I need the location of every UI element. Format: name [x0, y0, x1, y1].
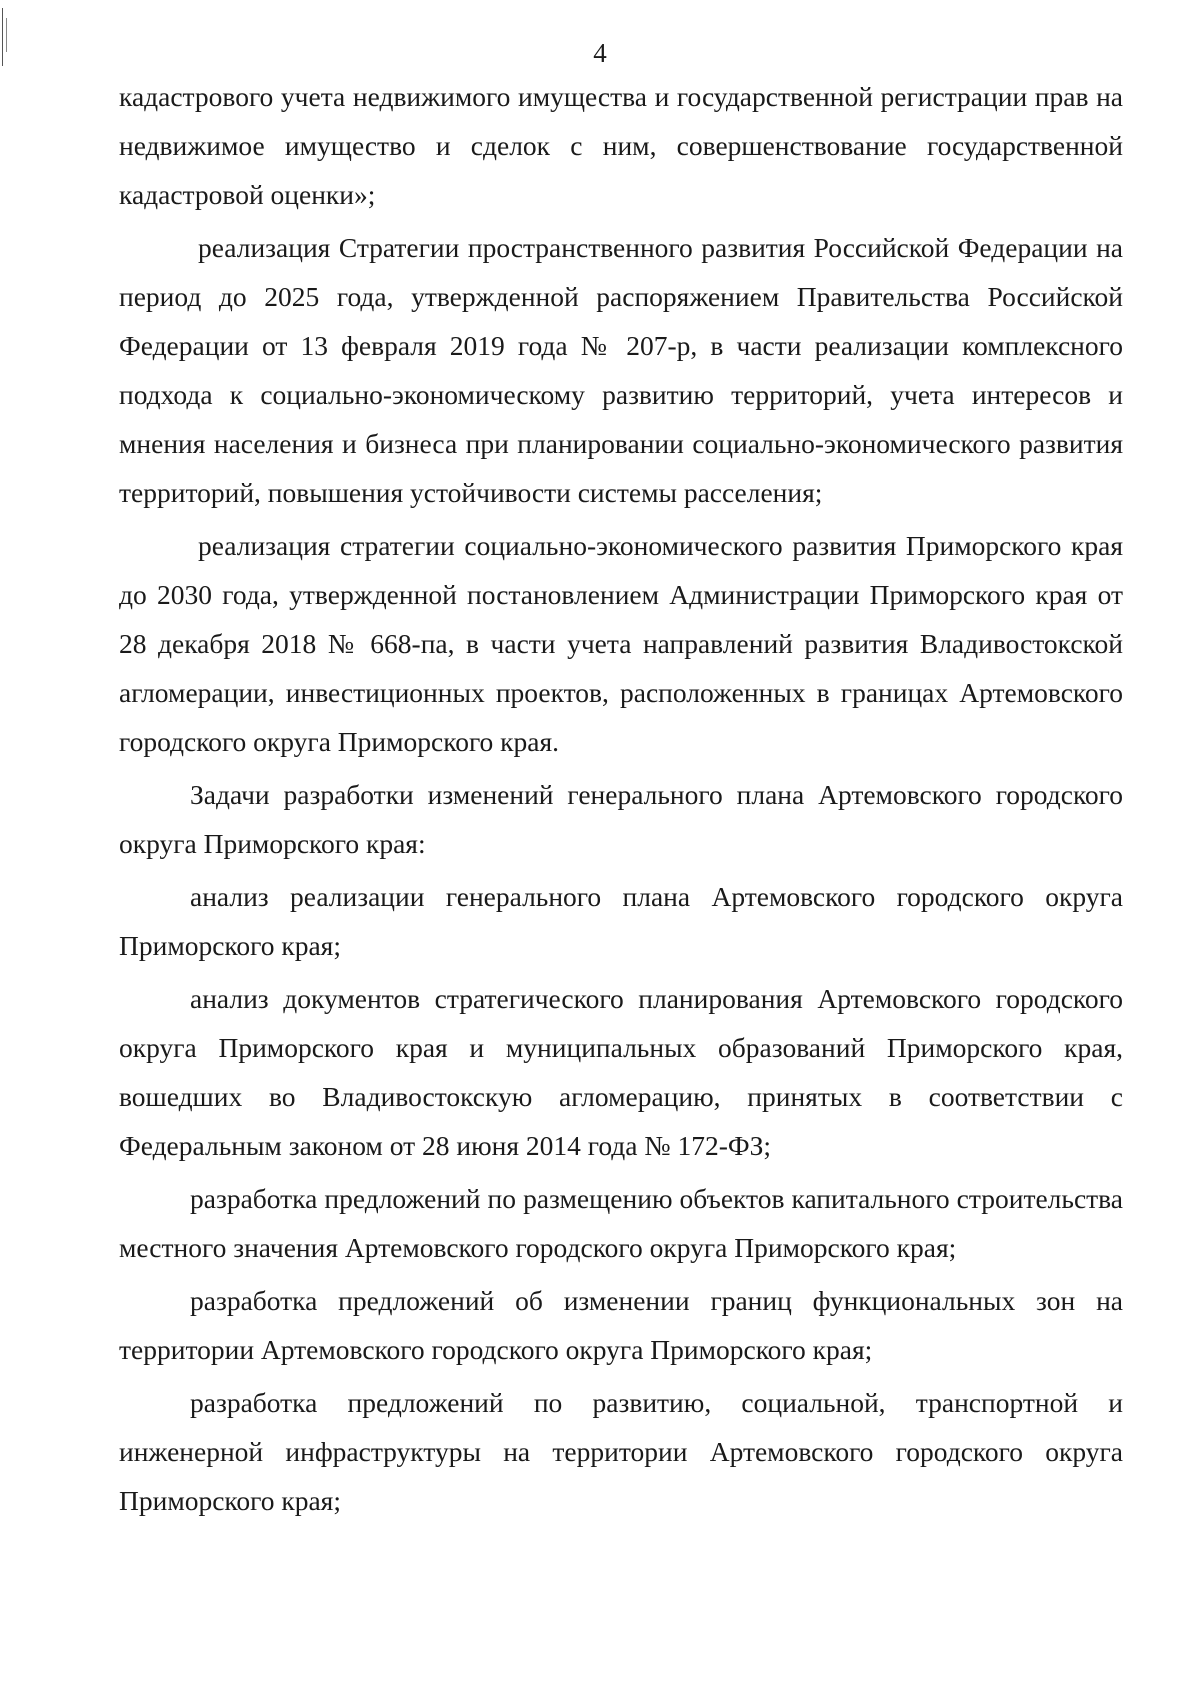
- paragraph-continuation: кадастрового учета недвижимого имущества и государственной регистрации прав на недвижимое имущество и сделок с ним, совершенствование государственной кадастровой оценки»;: [119, 81, 1123, 210]
- paragraph-task-capital-construction: разработка предложений по размещению объектов капитального строительства местного значения Артемовского городского округа Приморского края;: [119, 1183, 1123, 1263]
- paragraph-regional-strategy: реализация стратегии социально-экономического развития Приморского края до 2030 года, утвержденной постановлением Администрации Приморского края от 28 декабря 2018 № 668-па, в части учета направлений развития Владивостокской агломерации, инвестиционных проектов, расположенных в границах Артемовского городского округа Приморского края.: [119, 530, 1123, 757]
- paragraph-task-analysis-plan: анализ реализации генерального плана Артемовского городского округа Приморского края;: [119, 881, 1123, 961]
- document-body: [119, 72, 1123, 1529]
- paragraph-tasks-heading: Задачи разработки изменений генерального плана Артемовского городского округа Приморского края:: [119, 779, 1123, 859]
- paragraph-task-infrastructure: разработка предложений по развитию, социальной, транспортной и инженерной инфраструктуры на территории Артемовского городского округа Приморского края;: [119, 1387, 1123, 1516]
- paragraph-spatial-strategy: реализация Стратегии пространственного развития Российской Федерации на период до 2025 года, утвержденной распоряжением Правительства Российской Федерации от 13 февраля 2019 года № 207-р, в части реализации комплексного подхода к социально-экономическому развитию территорий, учета интересов и мнения населения и бизнеса при планировании социально-экономического развития территорий, повышения устойчивости системы расселения;: [119, 232, 1123, 508]
- paragraph-task-analysis-documents: анализ документов стратегического планирования Артемовского городского округа Приморского края и муниципальных образований Приморского края, вошедших во Владивостокскую агломерацию, принятых в соответствии с Федеральным законом от 28 июня 2014 года № 172-ФЗ;: [119, 983, 1123, 1161]
- paragraph-task-functional-zones: разработка предложений об изменении границ функциональных зон на территории Артемовского городского округа Приморского края;: [119, 1285, 1123, 1365]
- page-number: 4: [593, 38, 607, 68]
